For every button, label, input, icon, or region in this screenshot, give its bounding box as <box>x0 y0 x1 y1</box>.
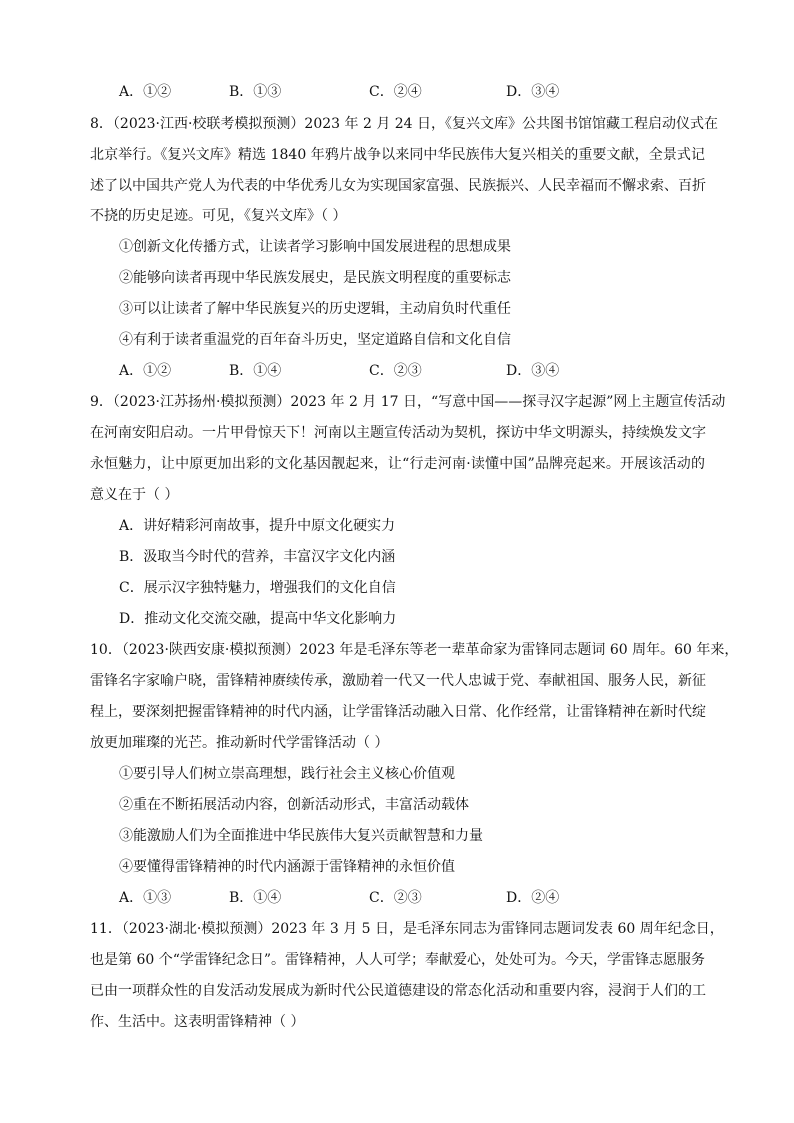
q7-option-d[interactable]: D．③④ <box>506 84 560 100</box>
q8-stem-line: 不挠的历史足迹。可见，《复兴文库》（ ） <box>90 208 347 224</box>
q10-option-a[interactable]: A．①③ <box>119 890 172 906</box>
q10-option-d[interactable]: D．②④ <box>506 890 560 906</box>
q10-option-b[interactable]: B．①④ <box>229 890 282 906</box>
q8-statement-1: ①创新文化传播方式，让读者学习影响中国发展进程的思想成果 <box>119 239 511 255</box>
q8-statement-3: ③可以让读者了解中华民族复兴的历史逻辑，主动肩负时代重任 <box>119 301 511 317</box>
q9-choice-d[interactable]: D．推动文化交流交融，提高中华文化影响力 <box>119 611 397 627</box>
q7-option-a[interactable]: A．①② <box>119 84 172 100</box>
q10-statement-4: ④要懂得雷锋精神的时代内涵源于雷锋精神的永恒价值 <box>119 859 455 875</box>
q8-statement-4: ④有利于读者重温党的百年奋斗历史，坚定道路自信和文化自信 <box>119 332 511 348</box>
q9-stem-line: 永恒魅力，让中原更加出彩的文化基因靓起来，让“行走河南·读懂中国”品牌亮起来。开展该活动的 <box>90 456 705 472</box>
q8-stem-line: 述了以中国共产党人为代表的中华优秀儿女为实现国家富强、民族振兴、人民幸福而不懈求索、百折 <box>90 178 706 194</box>
q11-stem-line: 作、生活中。这表明雷锋精神（ ） <box>90 1014 305 1030</box>
q7-options <box>119 82 719 102</box>
q8-options <box>119 361 719 381</box>
q10-stem-line: 雷锋名字家喻户晓，雷锋精神赓续传承，激励着一代又一代人忠诚于党、奉献祖国、服务人民，新征 <box>90 673 706 689</box>
q10-stem-line: 10．（2023·陕西安康·模拟预测）2023 年是毛泽东等老一辈革命家为雷锋同志题词 60 周年。60 年来， <box>90 642 739 658</box>
q9-choice-a[interactable]: A．讲好精彩河南故事，提升中原文化硬实力 <box>119 518 396 534</box>
q10-statement-3: ③能激励人们为全面推进中华民族伟大复兴贡献智慧和力量 <box>119 828 483 844</box>
q9-choice-b[interactable]: B．汲取当今时代的营养，丰富汉字文化内涵 <box>119 549 396 565</box>
q9-choice-c[interactable]: C．展示汉字独特魅力，增强我们的文化自信 <box>119 580 396 596</box>
q10-stem-line: 放更加璀璨的光芒。推动新时代学雷锋活动（ ） <box>90 735 389 751</box>
q8-option-a[interactable]: A．①② <box>119 363 172 379</box>
q10-options <box>119 888 719 908</box>
q10-statement-1: ①要引导人们树立崇高理想，践行社会主义核心价值观 <box>119 766 455 782</box>
q8-option-d[interactable]: D．③④ <box>506 363 560 379</box>
q8-option-c[interactable]: C．②③ <box>369 363 422 379</box>
q11-stem-line: 11．（2023·湖北·模拟预测）2023 年 3 月 5 日，是毛泽东同志为雷锋同志题词发表 60 周年纪念日， <box>90 921 724 937</box>
q8-statement-2: ②能够向读者再现中华民族发展史，是民族文明程度的重要标志 <box>119 270 511 286</box>
q10-statement-2: ②重在不断拓展活动内容，创新活动形式，丰富活动载体 <box>119 797 469 813</box>
q10-option-c[interactable]: C．②③ <box>369 890 422 906</box>
q11-stem-line: 已由一项群众性的自发活动发展成为新时代公民道德建设的常态化活动和重要内容，浸润于人们的工 <box>90 983 706 999</box>
q7-option-b[interactable]: B．①③ <box>229 84 282 100</box>
q9-stem-line: 9．（2023·江苏扬州·模拟预测）2023 年 2 月 17 日，“写意中国——探寻汉字起源”网上主题宣传活动 <box>90 394 726 410</box>
q10-stem-line: 程上，要深刻把握雷锋精神的时代内涵，让学雷锋活动融入日常、化作经常，让雷锋精神在新时代绽 <box>90 704 706 720</box>
q7-option-c[interactable]: C．②④ <box>369 84 422 100</box>
q11-stem-line: 也是第 60 个“学雷锋纪念日”。雷锋精神，人人可学；奉献爱心，处处可为。今天，学雷锋志愿服务 <box>90 952 706 968</box>
q8-stem-line: 北京举行。《复兴文库》精选 1840 年鸦片战争以来同中华民族伟大复兴相关的重要文献，全景式记 <box>90 147 705 163</box>
q8-stem-line: 8．（2023·江西·校联考模拟预测）2023 年 2 月 24 日，《复兴文库》公共图书馆馆藏工程启动仪式在 <box>90 116 719 132</box>
q9-stem-line: 在河南安阳启动。一片甲骨惊天下！河南以主题宣传活动为契机，探访中华文明源头，持续焕发文字 <box>90 425 706 441</box>
q8-option-b[interactable]: B．①④ <box>229 363 282 379</box>
q9-stem-line: 意义在于（ ） <box>90 487 179 503</box>
